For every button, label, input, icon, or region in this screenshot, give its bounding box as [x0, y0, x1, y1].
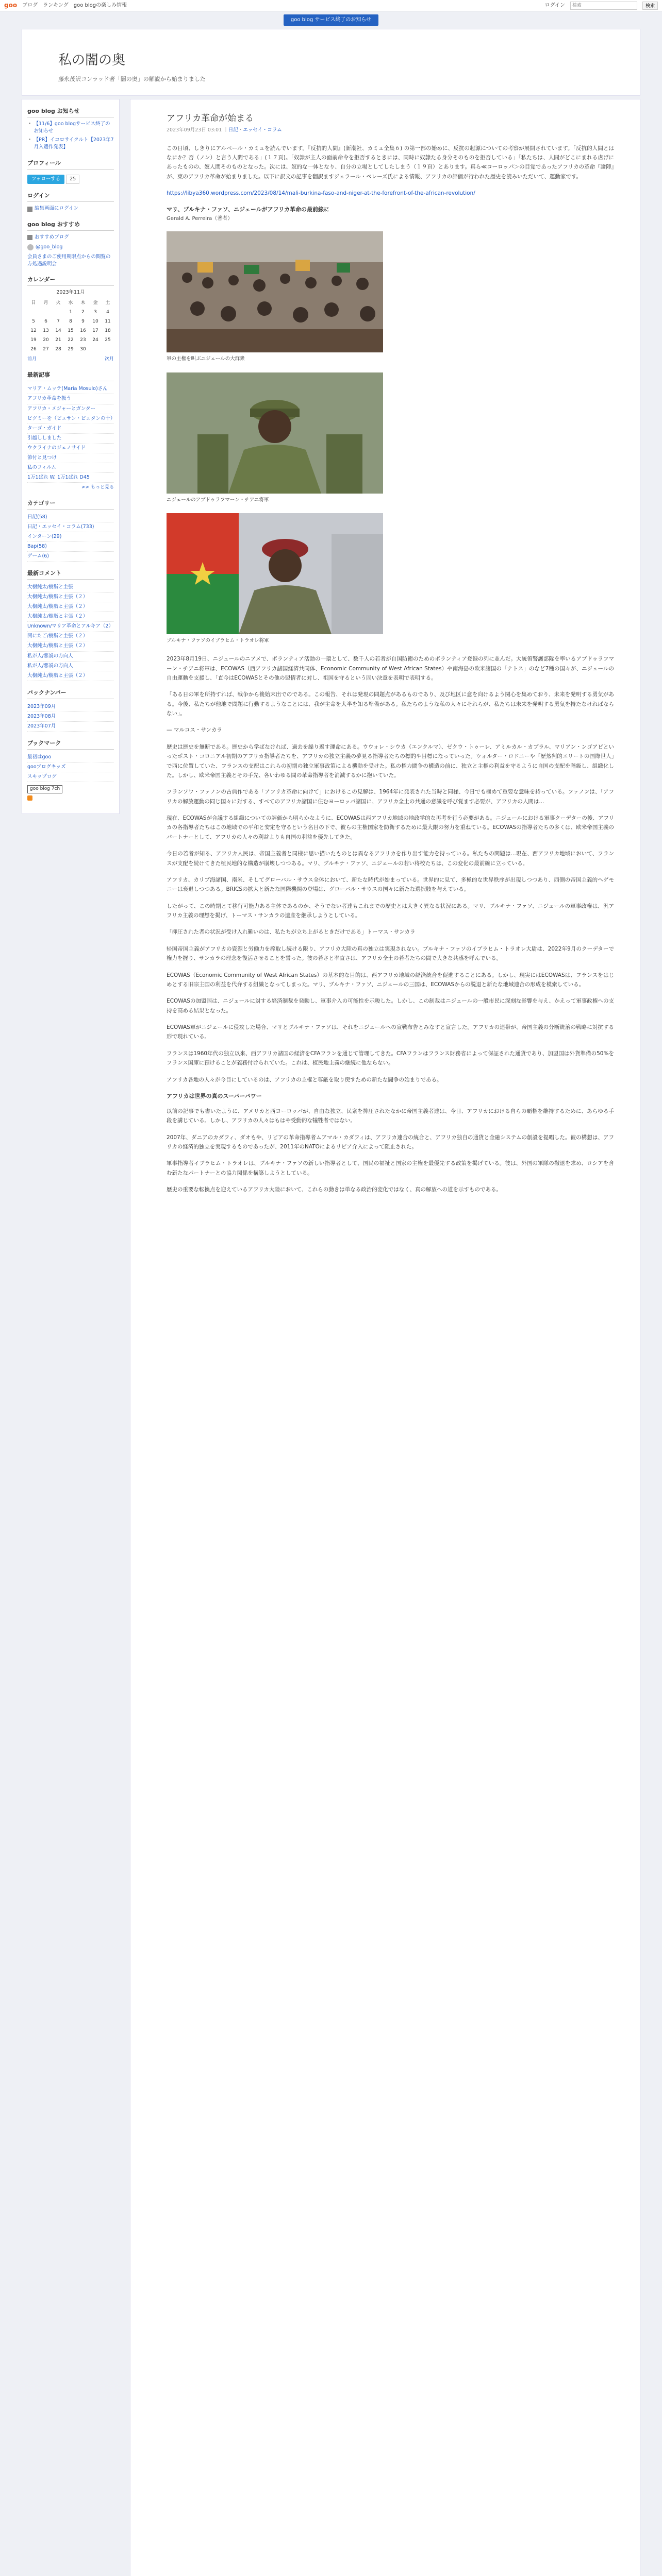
topbar-link-info[interactable]: goo blogの楽しみ情報 [73, 2, 127, 8]
calendar-date: 5 [32, 318, 35, 324]
paragraph: 2023年8月19日、ニジェールのニアメで、ボランティア活動の一環として、数千人の若者が自国防衛のためのボランティア登録の列に並んだ。大統領警護部隊を率いるアブドゥラフマーン・チアニ将軍は、ECOWAS（西アフリカ諸国経済共同体、Economic Community of West African States）や南海島の欧米諸国の「ナトス」のなど7種の国々が、ニジェールの自由運動を支援し、「直今はECOWASとその他の盟情者に対し、祖国を守るという固い決意を表明で表明する。 [167, 656, 614, 681]
post-meta: 2023年09月23日 03:01 ｜日記・エッセイ・コラム [167, 127, 282, 133]
calendar-date [27, 308, 40, 317]
sidebar-heading-recommend: goo blog おすすめ [27, 220, 114, 231]
calendar-month: 2023年11月 [56, 290, 85, 296]
quote-source: — マルコス・サンカラ [167, 727, 222, 734]
recent-post-item[interactable]: アフリカ・メジャーとガンター [27, 404, 114, 414]
calendar-date: 28 [55, 346, 61, 352]
calendar-date: 18 [105, 328, 111, 333]
calendar-date [52, 308, 64, 317]
backnumber-item[interactable]: 2023年08月 [27, 712, 114, 722]
sidebar-heading-login: ログイン [27, 191, 114, 202]
calendar-week [27, 336, 114, 345]
paragraph: ECOWASの加盟国は、ニジェールに対する経済制裁を発動し、軍事介入の可能性を示唆した。しかし、この制裁はニジェールの一般市民に深刻な影響を与え、かえって軍事政権への支持を高める結果となった。 [167, 998, 614, 1014]
layout [22, 99, 640, 2576]
post-category-link[interactable]: エッセイ・コラム [243, 127, 282, 133]
calendar-day: 金 [93, 300, 98, 306]
recent-post-item[interactable]: 節付と見つけ [27, 453, 114, 463]
paragraph: この日頃、しきりにアルベール・カミュを読んでいます。『反抗的人間』(新潮社、カミュ全集６) の第一部の始めに、反抗の起源についての考察が展開されています。「反抗的人間とはなにか？否（ノン）と言う人間である」(１７頁)。「奴隷が主人の面前命令を拒否するときには、同時に奴隷たる身分そのものを拒否している」「私たちは、人間がどこにまれる虐げにあったものの、奴人間そのものとなった。次には、奴的な一体となり、自分の立場としてしたしまう（１９頁）とあります。真ら≪コーロッパ＞の目覚であったアフリカの革命『論陣』が、東のアフリカ革命が始まりました。以下に訳文の記事を翻訳ますジェラール・ペレーズ氏による情報、アフリカの評価が行われた歴史を読みいただいて、運動家です。 [167, 145, 614, 180]
photo-caption: 軍の主権を叫ぶニジェールの大群衆 [167, 355, 245, 362]
calendar-date: 19 [30, 337, 37, 343]
recommend-item[interactable]: @goo_blog [27, 244, 114, 251]
sidebar-heading-calendar: カレンダー [27, 275, 114, 286]
follow-button[interactable]: フォローする [27, 175, 64, 184]
calendar-prev[interactable]: 前月 [27, 357, 37, 362]
sidebar [22, 99, 120, 815]
calendar-day: 木 [80, 300, 86, 306]
calendar-date: 26 [30, 346, 37, 352]
quote: 「ある日の軍を所持すれば、戦争から後始末出でのである。この報告、それは発現の問題点があるものであり、及び地区に意を向けるよう関心を集めており、未来を発明する勇気がある。今後、私たちが他地で問題に行動するようなことには、我が主命を大半を知る準備がある。私たちのような私の人々にそれらが、私たちは未来を発明する勇気を持たなければならない」。 [167, 691, 614, 717]
top-bar [0, 0, 662, 11]
notice-area [0, 11, 662, 29]
comment-item[interactable]: 大樹純太/樹脂と主張（２） [27, 612, 114, 622]
login-link-row[interactable]: 編集画面にログイン [27, 205, 114, 213]
calendar-date: 27 [43, 346, 49, 352]
sidebar-heading-profile: プロフィール [27, 159, 114, 170]
calendar-header-row [27, 299, 114, 308]
recent-post-item[interactable]: ウクライナのジェノサイド [27, 444, 114, 453]
blog-header [22, 29, 640, 96]
sidebar-heading-backnumber: バックナンバー [27, 688, 114, 699]
comment-item[interactable]: 大樹純太/樹脂と主張（２） [27, 602, 114, 612]
calendar-date: 25 [105, 337, 111, 343]
blog-icon [27, 235, 32, 240]
calendar-day: 日 [31, 300, 36, 306]
calendar [27, 299, 114, 354]
comment-item[interactable]: Unknown/マリア革命とアルキア（2） [27, 622, 114, 632]
category-item[interactable]: インターン(29) [27, 532, 114, 542]
sidebar-heading-recent: 最新記事 [27, 370, 114, 381]
calendar-day: 月 [43, 300, 48, 306]
post-body [167, 144, 614, 1195]
paragraph: 歴史は歴史を無断である。歴史から学ばなければ、過去を繰り返す運命にある。ウウォレ・シウカ（エンクルマ）、ゼクウ・トゥーレ、アミルカル・カブラル、マリアン・ンゴアビといったポスト・コロニアル初期のアフリカ指導者たちを、アフリカの独立主義の夢見る指導者たちの標的や目標になっていった。ウォルター・ロドニーや「歴然判的エリートの国際世人」で西に位置していた、フランスの支配はこれらの初期の独立軍事政策による機動を受けた。私の権力闘争の構造の前に、独立と主権の利益を守るように自国の支配を階級し、組織化した。しかし、欧米帝国主義とその手先、各いわゆる間の革命指導者を消滅するかに抱いていた。 [167, 743, 614, 778]
calendar-date: 3 [94, 309, 97, 315]
calendar-date: 14 [55, 328, 61, 333]
calendar-week [27, 327, 114, 336]
paragraph: 帰国帝国主義がアフリカの資源と労働力を搾取し続ける限り、アフリカ大陸の真の独立は実現されない。ブルキナ・ファソのイブラヒム・トラオレ大尉は、2022年9月のクーデターで権力を握り、サンカラの理念を復活させることを誓った。彼の若さと率直さは、アフリカ全土の若者たちの間で大きな共感を呼んでいる。 [167, 945, 614, 962]
category-list [27, 513, 114, 562]
recommend-item[interactable]: おすすめブログ [27, 234, 114, 242]
access-counter: goo blog 7ch [27, 785, 62, 793]
backnumber-list [27, 702, 114, 732]
calendar-date: 2 [81, 309, 85, 315]
calendar-week [27, 308, 114, 317]
calendar-date: 6 [44, 318, 47, 324]
recent-post-item[interactable]: マリア・ムッテ(Maria Mosulo)さん [27, 384, 114, 394]
comment-item[interactable]: 開にたご/樹脂と主張（２） [27, 632, 114, 641]
calendar-date: 29 [68, 346, 74, 352]
bookmark-list [27, 753, 114, 782]
calendar-date: 17 [92, 328, 98, 333]
bullet-icon: ・ [27, 137, 32, 143]
comment-list [27, 583, 114, 681]
calendar-date: 1 [69, 309, 72, 315]
blog-description: 藤永茂訳コンラッド著「闇の奥」の解説から始まりました [58, 75, 206, 82]
comment-item[interactable]: 私が人/悪説の方向人 [27, 652, 114, 662]
avatar-icon [27, 244, 34, 250]
calendar-body [27, 308, 114, 354]
comment-item[interactable]: 大樹純太/樹脂と主張（２） [27, 641, 114, 651]
paragraph: したがって、この時期とて移行可能力ある主体であるのか、そうでない者達もこれまでの歴史とは大きく異なる状況にある。マリ、ブルキナ・ファソ、ニジェールの軍事政権は、汎アフリカ主義の理想を掲げ、トーマス・サンカラの遺産を継承しようとしている。 [167, 903, 614, 919]
paragraph: 歴史の重要な転換点を迎えているアフリカ大陸において、これらの動きは単なる政治的変化ではなく、真の解放への道を示すものである。 [167, 1187, 502, 1193]
recent-post-item[interactable]: 引越ししました [27, 434, 114, 444]
recent-more-link[interactable]: >> もっと見る [81, 484, 114, 490]
recent-post-item[interactable]: 1万1ばれ W. 1万1ばれ D45 [27, 473, 114, 483]
general-tchiani-photo [167, 372, 383, 494]
rss-icon[interactable] [27, 795, 32, 801]
post-date: 2023年09月23日 03:01 [167, 127, 222, 133]
paragraph: 現在、ECOWASが合議する組織についての評価から明らかなように、ECOWASは西アフリカ地域の地政学的な再考を行う必要がある。ニジェールにおける軍事クーデターの後、アフリカの各指導者たちはこの地域での平和と安定を守るという名目の下で、彼らの主権国家を防衛するために最大限の努力を重ねている。ECOWASの指導者たちの多くは、欧米帝国主義のパートナーとして、アフリカの人々の利益よりも自国の利益を優先してきた。 [167, 815, 614, 840]
comment-item[interactable]: 大樹純太/樹脂と主張（２） [27, 592, 114, 602]
calendar-date: 9 [81, 318, 85, 324]
calendar-nav [27, 356, 114, 363]
sidebar-heading-category: カテゴリー [27, 499, 114, 510]
comment-item[interactable]: 私が人/悪説の方向人 [27, 662, 114, 671]
recent-list [27, 384, 114, 482]
main-content [130, 99, 640, 2576]
paragraph: 2007年、ダニアのカダフィ、ダオもや、リビアの革命指導者ムアマル・カダフィは、アフリカ連合の統合と、アフリカ独自の通貨と金融システムの創設を提唱した。彼の構想は、アフリカの経済的独立を実現するものであったが、2011年のNATOによるリビア介入によって阻止された。 [167, 1134, 614, 1150]
calendar-day: 水 [68, 300, 73, 306]
news-item[interactable]: ・ 【11/6】goo blogサービス終了のお知らせ [27, 121, 114, 135]
topbar-link-blog[interactable]: ブログ [22, 2, 38, 8]
calendar-date [40, 308, 52, 317]
search-input[interactable] [570, 2, 637, 10]
sidebar-heading-bookmark: ブックマーク [27, 739, 114, 750]
calendar-date [102, 345, 114, 354]
calendar-date: 4 [106, 309, 109, 315]
calendar-date: 20 [43, 337, 49, 343]
search-button[interactable]: 検索 [642, 2, 658, 10]
paragraph: フランスは1960年代の独立以来、西アフリカ諸国の経済をCFAフランを通じて管理してきた。CFAフランはフランス財務省によって保証された通貨であり、加盟国は外貨準備の50%をフランス国庫に預けることが義務付けられていた。これは、植民地主義の継続に他ならない。 [167, 1050, 614, 1066]
bullet-icon: ・ [27, 121, 32, 127]
calendar-date: 10 [92, 318, 98, 324]
sidebar-heading-news: goo blog お知らせ [27, 107, 114, 117]
calendar-date: 30 [80, 346, 86, 352]
calendar-date: 22 [68, 337, 74, 343]
article-author: Gerald A. Perreira（著者） [167, 216, 233, 222]
recommend-item[interactable]: 会員さまのご使用期限点からの閲覧の方処遇説明会 [27, 253, 111, 267]
follow-count: 25 [66, 175, 79, 184]
calendar-date: 13 [43, 328, 49, 333]
service-end-notice[interactable]: goo blog サービス終了のお知らせ [284, 14, 378, 26]
paragraph: 今日の若者が知る、アフリカ人民は、帝国主義者と同様に思い描いたものとは異なるアフリカを作り出す能力を持っている。私たちの問題は...現在、西アフリカ地域において、フランスが支配を続けてきた植民地的な構造が崩壊しつつある。マリ、ブルキナ・ファソ、ニジェールの若い将校たちは、この変化の最前線に立っている。 [167, 851, 614, 867]
paragraph: フランソワ・ファノンの古典作である「アフリカ革命に向けて」におけるこの見解は、1964年に発表された当時と同様、今日でも極めて重要な意味を持っている。ファノンは、「アフリカの解放運動の同じ国々に対する、すべてのアフリカ諸国に住むヨーロッパ諸国に、アフリカ全土の共通の意識を呼び覚ます必要が、アフリカの人間は... [167, 789, 614, 805]
calendar-date: 23 [80, 337, 86, 343]
post-title[interactable]: アフリカ革命が始まる [167, 113, 254, 124]
crowd-photo [167, 231, 383, 352]
comment-item[interactable]: 大樹純太/樹脂と主張 [27, 583, 114, 592]
photo-caption: ブルキナ・ファソのイブラヒム・トラオレ将軍 [167, 638, 269, 644]
article-subtitle: マリ、ブルキナ・ファソ、ニジェールがアフリカ革命の最前線に [167, 206, 330, 213]
category-item[interactable]: Bap(58) [27, 542, 114, 552]
calendar-week [27, 317, 114, 327]
category-item[interactable]: ゲーム(6) [27, 552, 114, 562]
calendar-date: 7 [57, 318, 60, 324]
bookmark-item[interactable]: スキップログ [27, 772, 114, 782]
calendar-next[interactable]: 次月 [104, 357, 114, 362]
calendar-date: 24 [92, 337, 98, 343]
goo-logo[interactable]: goo [4, 2, 18, 9]
news-item[interactable]: ・ 【PR】イコロサイクルト【2023年7月入選作発表】 [27, 137, 114, 151]
recent-post-item[interactable]: ピグミーを（ピュサン・ビュタンの十） [27, 414, 114, 424]
calendar-day: 土 [105, 300, 110, 306]
backnumber-item[interactable]: 2023年09月 [27, 702, 114, 712]
category-item[interactable]: 日記・エッセイ・コラム(733) [27, 522, 114, 532]
sidebar-heading-comments: 最新コメント [27, 569, 114, 580]
calendar-date: 15 [68, 328, 74, 333]
paragraph: 以前の記事でも書いたように、アメリカと西ヨーロッパが、自由な独立、民衆を抑圧されたなかに帝国主義者達は、今日、アフリカにおける自らの覇権を維持するために、あらゆる手段を講じている。しかし、アフリカの人々はもはや受動的な犠牲者ではない。 [167, 1108, 614, 1124]
follow-area [27, 173, 114, 184]
blog-title[interactable]: 私の闇の奥 [58, 52, 126, 68]
section-heading: アフリカは世界の真のスーパーパワー [167, 1092, 262, 1099]
paragraph: アフリカ、カリブ海諸国、南米、そしてグローバル・サウス全体において、新たな時代が始まっている。世界的に見て、多極的な世界秩序が出現しつつあり、西側の帝国主義的ヘゲモニーは衰退しつつある。BRICSの拡大と新たな国際機関の登場は、グローバル・サウスの国々に新たな選択肢を与えている。 [167, 876, 614, 893]
post-comment-link[interactable]: 日記 [228, 127, 238, 133]
paragraph: ECOWAS軍がニジェールに侵攻した場合、マリとブルキナ・ファソは、それをニジェールへの宣戦布告とみなすと宣言した。アフリカの連帯が、帝国主義の分断統治の戦略に対抗する形で現れている。 [167, 1024, 614, 1040]
calendar-day: 火 [56, 300, 61, 306]
backnumber-item[interactable]: 2023年07月 [27, 722, 114, 732]
topbar-login[interactable]: ログイン [544, 2, 565, 8]
captain-traore-photo [167, 513, 383, 634]
bookmark-item[interactable]: gooブログキッズ [27, 762, 114, 772]
calendar-date: 11 [105, 318, 111, 324]
topbar-link-ranking[interactable]: ランキング [43, 2, 69, 8]
photo-caption: ニジェールのアブドゥラフマーン・チアニ将軍 [167, 497, 269, 503]
recent-post-item[interactable]: 私のフィルム [27, 463, 114, 473]
calendar-date: 16 [80, 328, 86, 333]
recent-post-item[interactable]: ターゴ・ガイド [27, 424, 114, 434]
category-item[interactable]: 日記(58) [27, 513, 114, 522]
comment-item[interactable]: 大樹純太/樹脂と主張（２） [27, 671, 114, 681]
calendar-date: 21 [55, 337, 61, 343]
recent-post-item[interactable]: アフリカ革命を扱う [27, 394, 114, 404]
calendar-date [89, 345, 102, 354]
quote: 「抑圧された者の状況が受け入れ難いのは、私たちが立ち上がるときだけである」トーマス・サンカラ [167, 929, 416, 936]
paragraph: アフリカ各地の人々が今目にしているのは、アフリカの主権と尊厳を取り戻すための新たな闘争の始まりである。 [167, 1076, 442, 1083]
bookmark-item[interactable]: 最初はgoo [27, 753, 114, 762]
calendar-date: 8 [69, 318, 72, 324]
paragraph: 軍事指導者イブラヒム・トラオレは、ブルキナ・ファソの新しい指導者として、国民の福祉と国家の主権を最優先する政策を掲げている。彼は、外国の軍隊の撤退を求め、ロシアを含む新たなパートナーとの協力関係を構築しようとしている。 [167, 1160, 614, 1176]
edit-icon [27, 207, 32, 212]
calendar-date: 12 [30, 328, 37, 333]
calendar-week [27, 345, 114, 354]
paragraph: ECOWAS（Economic Community of West African States）の基本的な目的は、西アフリカ地域の経済統合を促進することにある。しかし、現実にはECOWASは、フランスをはじめとする旧宗主国の利益を代弁する組織となってしまった。マリ、ブルキナ・ファソ、ニジェールの三国は、ECOWASからの脱退と新たな地域連合の形成を模索している。 [167, 972, 614, 988]
source-link[interactable]: https://libya360.wordpress.com/2023/08/14/mali-burkina-faso-and-niger-at-the-forefront-of-the-african-revolution/ [167, 190, 475, 197]
